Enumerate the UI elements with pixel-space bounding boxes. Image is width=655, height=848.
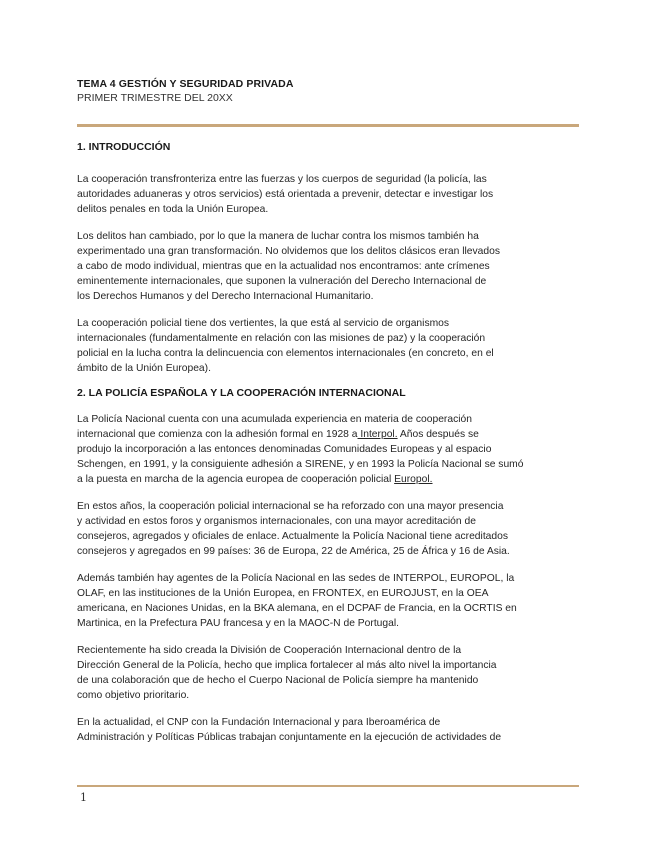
page-number: 1 xyxy=(80,791,87,804)
paragraph-line: los Derechos Humanos y del Derecho Internacional Humanitario. xyxy=(77,291,374,302)
interpol-link[interactable]: Interpol. xyxy=(357,429,398,440)
paragraph-line: consejeros y agregados en 99 países: 36 de Europa, 22 de América, 25 de África y 16 de Asia. xyxy=(77,546,510,557)
paragraph-2 xyxy=(77,229,579,304)
paragraph-line: Los delitos han cambiado, por lo que la manera de luchar contra los mismos también ha xyxy=(77,231,479,242)
paragraph-line: autoridades aduaneras y otros servicios) está orientada a prevenir, detectar e investigar los xyxy=(77,189,494,200)
footer-divider xyxy=(77,785,579,787)
paragraph-7 xyxy=(77,643,579,703)
paragraph-line: En la actualidad, el CNP con la Fundación Internacional y para Iberoamérica de xyxy=(77,717,441,728)
paragraph-line: experimentado una gran transformación. No olvidemos que los delitos clásicos eran llevados xyxy=(77,246,500,257)
paragraph-line: consejeros, agregados y oficiales de enlace. Actualmente la Policía Nacional tiene acreditados xyxy=(77,531,509,542)
paragraph-line: ámbito de la Unión Europea). xyxy=(77,363,211,374)
paragraph-line: delitos penales en toda la Unión Europea. xyxy=(77,204,269,215)
document-title: TEMA 4 GESTIÓN Y SEGURIDAD PRIVADA xyxy=(77,78,294,90)
paragraph-3 xyxy=(77,316,579,376)
paragraph-line: La cooperación transfronteriza entre las fuerzas y los cuerpos de seguridad (la policía, las xyxy=(77,174,487,185)
paragraph-line: eminentemente internacionales, que suponen la vulneración del Derecho Internacional de xyxy=(77,276,487,287)
document-subtitle: PRIMER TRIMESTRE DEL 20XX xyxy=(77,92,233,104)
paragraph-line xyxy=(77,427,579,442)
header-divider xyxy=(77,124,579,127)
paragraph-line: de una colaboración que de hecho el Cuerpo Nacional de Policía siempre ha mantenido xyxy=(77,675,479,686)
europol-link[interactable]: Europol. xyxy=(394,474,433,485)
paragraph-line: OLAF, en las instituciones de la Unión Europea, en FRONTEX, en EUROJUST, en la OEA xyxy=(77,588,489,599)
paragraph-line: a cabo de modo individual, mientras que en la actualidad nos encontramos: ante crímenes xyxy=(77,261,490,272)
paragraph-text: a la puesta en marcha de la agencia europea de cooperación policial xyxy=(77,474,395,485)
paragraph-line: policial en la lucha contra la delincuencia con elementos internacionales (en concreto, en el xyxy=(77,348,494,359)
section-heading-introduccion: 1. INTRODUCCIÓN xyxy=(77,141,171,153)
paragraph-text: internacional que comienza con la adhesión formal en 1928 a xyxy=(77,429,358,440)
paragraph-line: produjo la incorporación a las entonces denominadas Comunidades Europeas y al espacio xyxy=(77,444,492,455)
paragraph-line: y actividad en estos foros y organismos internacionales, con una mayor acreditación de xyxy=(77,516,476,527)
paragraph-line: La cooperación policial tiene dos vertientes, la que está al servicio de organismos xyxy=(77,318,450,329)
paragraph-line: Martinica, en la Prefectura PAU francesa y en la MAOC-N de Portugal. xyxy=(77,618,400,629)
paragraph-line: La Policía Nacional cuenta con una acumulada experiencia en materia de cooperación xyxy=(77,414,472,425)
paragraph-line xyxy=(77,472,579,487)
paragraph-line: internacionales (fundamentalmente en relación con las misiones de paz) y la cooperación xyxy=(77,333,486,344)
paragraph-1 xyxy=(77,172,579,217)
paragraph-text: Años después se xyxy=(397,429,479,440)
paragraph-line: Además también hay agentes de la Policía Nacional en las sedes de INTERPOL, EUROPOL, la xyxy=(77,573,515,584)
paragraph-line: Dirección General de la Policía, hecho que implica fortalecer al más alto nivel la importancia xyxy=(77,660,497,671)
paragraph-line: En estos años, la cooperación policial internacional se ha reforzado con una mayor presencia xyxy=(77,501,504,512)
paragraph-4 xyxy=(77,412,579,487)
paragraph-line: Recientemente ha sido creada la División de Cooperación Internacional dentro de la xyxy=(77,645,462,656)
document-body xyxy=(77,140,579,745)
paragraph-line: como objetivo prioritario. xyxy=(77,690,190,701)
section-heading-policia-espanola: 2. LA POLICÍA ESPAÑOLA Y LA COOPERACIÓN INTERNACIONAL xyxy=(77,387,406,399)
paragraph-line: Administración y Políticas Públicas trabajan conjuntamente en la ejecución de actividades de xyxy=(77,732,502,743)
paragraph-5 xyxy=(77,499,579,559)
paragraph-8 xyxy=(77,715,579,745)
paragraph-line: Schengen, en 1991, y la consiguiente adhesión a SIRENE, y en 1993 la Policía Nacional se sumó xyxy=(77,459,524,470)
paragraph-line: americana, en Naciones Unidas, en la BKA alemana, en el DCPAF de Francia, en la OCRTIS en xyxy=(77,603,517,614)
paragraph-6 xyxy=(77,571,579,631)
